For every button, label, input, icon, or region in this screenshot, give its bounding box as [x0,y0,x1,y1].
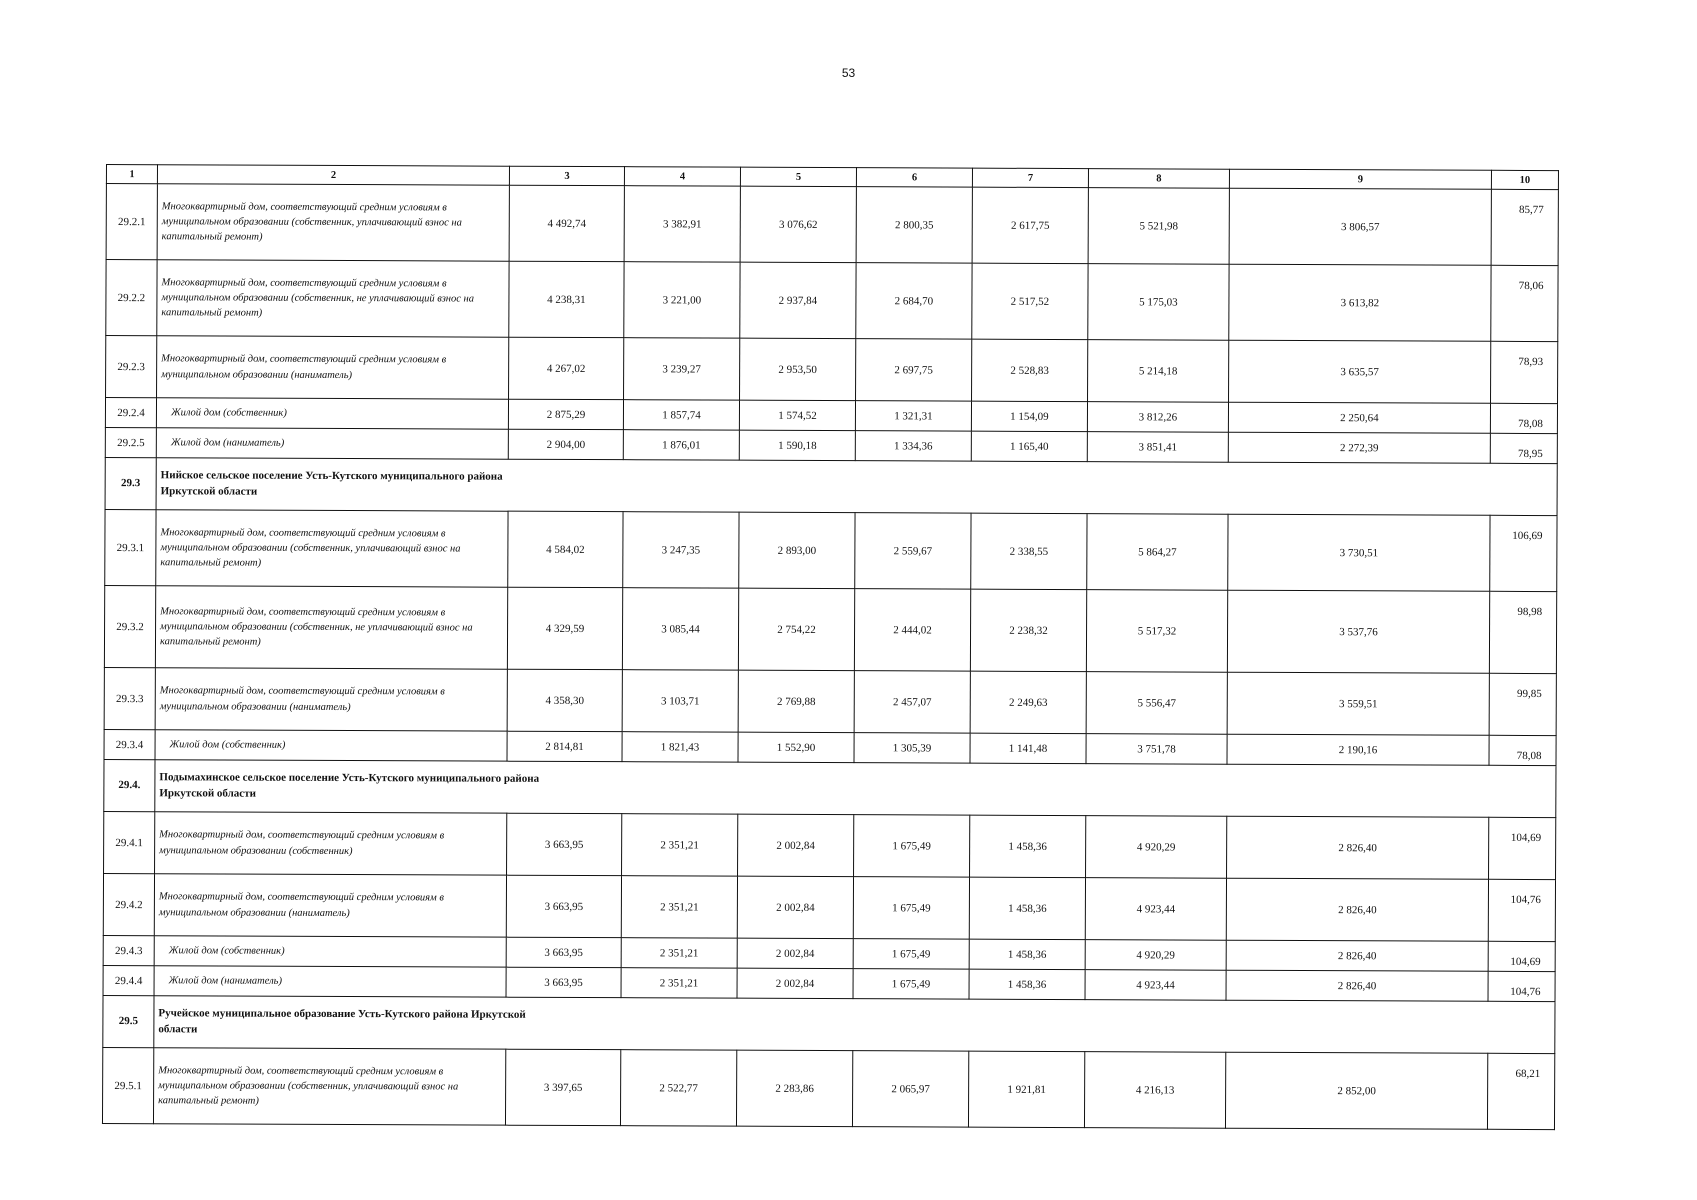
value-cell-col-9: 2 826,40 [1226,878,1488,941]
value-cell-col-3: 4 329,59 [507,587,622,669]
section-row [103,995,1555,1053]
value-cell-col-8: 3 812,26 [1087,402,1228,433]
row-description: Многоквартирный дом, соответствующий средним условиям в муниципальном образовании (собственник, уплачивающий взнос на капитальный ремонт) [153,1048,505,1125]
header-cell: 8 [1088,169,1229,189]
value-cell-col-5: 2 002,84 [737,876,853,938]
value-cell-col-3: 3 663,95 [507,813,622,875]
value-cell-col-5: 1 574,52 [739,400,855,430]
header-cell: 6 [856,168,972,187]
value-cell-col-4: 1 821,43 [622,732,738,762]
table-row [103,873,1555,941]
value-cell-col-6: 1 321,31 [855,401,971,431]
value-cell-col-7: 2 249,63 [970,671,1086,733]
value-cell-col-7: 1 921,81 [968,1051,1084,1127]
row-code: 29.4.2 [103,873,154,935]
row-description: Жилой дом (собственник) [155,730,507,761]
row-code: 29.2.4 [105,398,156,428]
value-cell-col-4: 2 351,21 [621,968,737,998]
value-cell-col-7: 1 165,40 [971,431,1087,461]
value-cell-col-5: 2 953,50 [740,338,856,400]
value-cell-col-7: 2 617,75 [972,187,1088,263]
row-description: Жилой дом (наниматель) [154,966,506,997]
value-cell-col-9: 2 826,40 [1227,816,1489,879]
value-cell-col-8: 5 214,18 [1088,340,1229,403]
row-code: 29.5.1 [102,1047,153,1123]
value-cell-col-9: 2 852,00 [1225,1052,1487,1129]
value-cell-col-9: 3 559,51 [1227,672,1489,735]
value-cell-col-5: 2 893,00 [739,512,855,588]
value-cell-col-10: 104,76 [1488,879,1555,941]
value-cell-col-4: 2 351,21 [621,876,737,938]
table-row [104,667,1556,735]
value-cell-col-6: 2 559,67 [855,513,971,589]
section-row [105,457,1557,515]
table-row [102,1047,1554,1129]
value-cell-col-7: 1 154,09 [971,401,1087,431]
value-cell-col-4: 3 239,27 [624,338,740,400]
value-cell-col-5: 2 283,86 [736,1050,852,1126]
table-row [104,811,1556,879]
value-cell-col-4: 2 522,77 [620,1050,736,1126]
value-cell-col-5: 2 002,84 [737,938,853,968]
value-cell-col-6: 2 444,02 [854,589,970,671]
value-cell-col-5: 1 552,90 [738,732,854,762]
value-cell-col-5: 2 769,88 [738,670,854,732]
value-cell-col-8: 5 556,47 [1086,672,1227,735]
value-cell-col-8: 5 864,27 [1087,514,1228,591]
row-code: 29.4.1 [104,811,155,873]
row-code: 29.3.2 [104,585,155,667]
value-cell-col-10: 104,69 [1488,941,1555,971]
value-cell-col-8: 4 923,44 [1085,878,1226,941]
row-code: 29.3.1 [105,509,156,585]
section-code: 29.4. [104,759,155,811]
value-cell-col-9: 3 730,51 [1228,514,1490,591]
value-cell-col-4: 3 103,71 [622,670,738,732]
value-cell-col-9: 2 250,64 [1228,402,1490,433]
value-cell-col-5: 2 002,84 [738,814,854,876]
value-cell-col-3: 2 904,00 [508,429,623,459]
value-cell-col-10: 68,21 [1487,1053,1554,1129]
value-cell-col-9: 3 635,57 [1229,340,1491,403]
value-cell-col-10: 78,93 [1491,341,1558,403]
section-row [104,759,1556,817]
value-cell-col-4: 3 382,91 [624,186,740,262]
row-code: 29.2.1 [106,184,157,260]
row-description: Жилой дом (собственник) [156,398,508,429]
row-description: Многоквартирный дом, соответствующий средним условиям в муниципальном образовании (наниматель) [155,668,507,731]
row-code: 29.2.5 [105,427,156,457]
header-cell: 4 [624,167,740,186]
value-cell-col-6: 2 065,97 [852,1051,968,1127]
value-cell-col-10: 78,08 [1489,735,1556,765]
value-cell-col-7: 1 141,48 [970,733,1086,763]
row-code: 29.2.2 [106,260,157,336]
value-cell-col-10: 78,95 [1490,433,1557,463]
header-cell: 3 [509,166,624,185]
value-cell-col-7: 2 238,32 [970,589,1086,671]
value-cell-col-10: 78,06 [1491,265,1558,341]
row-description: Многоквартирный дом, соответствующий средним условиям в муниципальном образовании (собственник, не уплачивающий взнос на капитальный ремонт) [157,260,509,337]
value-cell-col-8: 5 517,32 [1086,590,1227,673]
row-code: 29.4.4 [103,965,154,995]
value-cell-col-4: 1 857,74 [623,400,739,430]
value-cell-col-9: 3 806,57 [1229,188,1491,265]
row-code: 29.3.3 [104,667,155,729]
value-cell-col-5: 2 754,22 [738,588,854,670]
value-cell-col-4: 1 876,01 [623,430,739,460]
header-cell: 7 [972,168,1088,187]
header-cell: 10 [1491,170,1558,189]
row-description: Многоквартирный дом, соответствующий средним условиям в муниципальном образовании (собственник) [155,812,507,875]
value-cell-col-5: 2 937,84 [740,262,856,338]
value-cell-col-8: 5 175,03 [1088,264,1229,341]
table-row [105,509,1557,591]
row-description: Многоквартирный дом, соответствующий средним условиям в муниципальном образовании (собственник, уплачивающий взнос на капитальный ремонт) [156,510,508,587]
value-cell-col-9: 2 190,16 [1227,734,1489,765]
value-cell-col-9: 2 826,40 [1226,970,1488,1001]
value-cell-col-9: 3 537,76 [1227,590,1489,673]
value-cell-col-3: 4 238,31 [509,261,624,337]
value-cell-col-4: 2 351,21 [622,814,738,876]
value-cell-col-10: 106,69 [1490,515,1557,591]
value-cell-col-9: 2 272,39 [1228,432,1490,463]
value-cell-col-7: 2 517,52 [972,263,1088,339]
tariff-table [102,164,1559,1130]
row-description: Жилой дом (наниматель) [156,428,508,459]
value-cell-col-6: 2 684,70 [856,263,972,339]
value-cell-col-6: 1 675,49 [853,969,969,999]
value-cell-col-3: 4 267,02 [509,337,624,399]
value-cell-col-7: 2 528,83 [972,339,1088,401]
value-cell-col-4: 3 085,44 [622,588,738,670]
row-description: Многоквартирный дом, соответствующий средним условиям в муниципальном образовании (собственник, уплачивающий взнос на капитальный ремонт) [157,184,509,261]
value-cell-col-6: 1 675,49 [853,939,969,969]
row-code: 29.3.4 [104,729,155,759]
table-row [104,585,1556,673]
header-cell: 1 [106,165,157,184]
section-code: 29.3 [105,457,156,509]
value-cell-col-6: 1 675,49 [853,877,969,939]
value-cell-col-5: 1 590,18 [739,430,855,460]
header-cell: 9 [1229,169,1491,189]
value-cell-col-3: 2 814,81 [507,731,622,761]
table-row [106,184,1558,266]
row-description: Многоквартирный дом, соответствующий средним условиям в муниципальном образовании (собственник, не уплачивающий взнос на капитальный ремонт) [155,586,507,669]
value-cell-col-8: 4 920,29 [1086,816,1227,879]
value-cell-col-10: 78,08 [1490,403,1557,433]
value-cell-col-7: 1 458,36 [969,877,1085,939]
value-cell-col-10: 104,69 [1489,817,1556,879]
value-cell-col-9: 2 826,40 [1226,940,1488,971]
value-cell-col-8: 4 920,29 [1085,940,1226,971]
page-number: 53 [841,66,856,80]
value-cell-col-3: 3 663,95 [506,937,621,967]
section-code: 29.5 [103,995,154,1047]
value-cell-col-3: 3 663,95 [506,967,621,997]
value-cell-col-5: 3 076,62 [740,186,856,262]
header-cell: 5 [740,167,856,186]
section-title: Ручейское муниципальное образование Усть-Кутского района Иркутской области [154,996,1555,1054]
value-cell-col-6: 1 334,36 [855,431,971,461]
value-cell-col-3: 2 875,29 [508,399,623,429]
value-cell-col-7: 1 458,36 [969,969,1085,999]
value-cell-col-10: 98,98 [1489,591,1556,673]
section-title: Нийское сельское поселение Усть-Кутского муниципального района Иркутской области [156,458,1557,516]
row-description: Жилой дом (собственник) [154,936,506,967]
value-cell-col-8: 4 923,44 [1085,970,1226,1001]
value-cell-col-3: 4 358,30 [507,669,622,731]
value-cell-col-3: 4 584,02 [508,511,623,587]
value-cell-col-9: 3 613,82 [1229,264,1491,341]
value-cell-col-10: 85,77 [1491,189,1558,265]
value-cell-col-8: 3 751,78 [1086,734,1227,765]
value-cell-col-6: 2 800,35 [856,187,972,263]
value-cell-col-8: 5 521,98 [1088,188,1229,265]
value-cell-col-8: 4 216,13 [1084,1052,1225,1129]
value-cell-col-7: 1 458,36 [970,815,1086,877]
value-cell-col-4: 3 247,35 [623,512,739,588]
table-row [106,336,1558,404]
value-cell-col-7: 2 338,55 [971,513,1087,589]
value-cell-col-10: 104,76 [1488,971,1555,1001]
value-cell-col-6: 2 457,07 [854,671,970,733]
row-code: 29.2.3 [106,336,157,398]
value-cell-col-4: 2 351,21 [621,938,737,968]
value-cell-col-10: 99,85 [1489,673,1556,735]
value-cell-col-7: 1 458,36 [969,939,1085,969]
value-cell-col-6: 1 675,49 [854,815,970,877]
value-cell-col-6: 2 697,75 [856,339,972,401]
value-cell-col-4: 3 221,00 [624,262,740,338]
row-code: 29.4.3 [103,935,154,965]
value-cell-col-6: 1 305,39 [854,733,970,763]
value-cell-col-3: 3 663,95 [506,875,621,937]
header-cell: 2 [157,165,509,185]
value-cell-col-3: 4 492,74 [509,185,624,261]
value-cell-col-3: 3 397,65 [505,1049,620,1125]
row-description: Многоквартирный дом, соответствующий средним условиям в муниципальном образовании (наниматель) [154,874,506,937]
value-cell-col-8: 3 851,41 [1087,432,1228,463]
value-cell-col-5: 2 002,84 [737,968,853,998]
row-description: Многоквартирный дом, соответствующий средним условиям в муниципальном образовании (наниматель) [157,336,509,399]
table-row [106,260,1558,342]
section-title: Подымахинское сельское поселение Усть-Кутского муниципального района Иркутской области [155,760,1556,818]
